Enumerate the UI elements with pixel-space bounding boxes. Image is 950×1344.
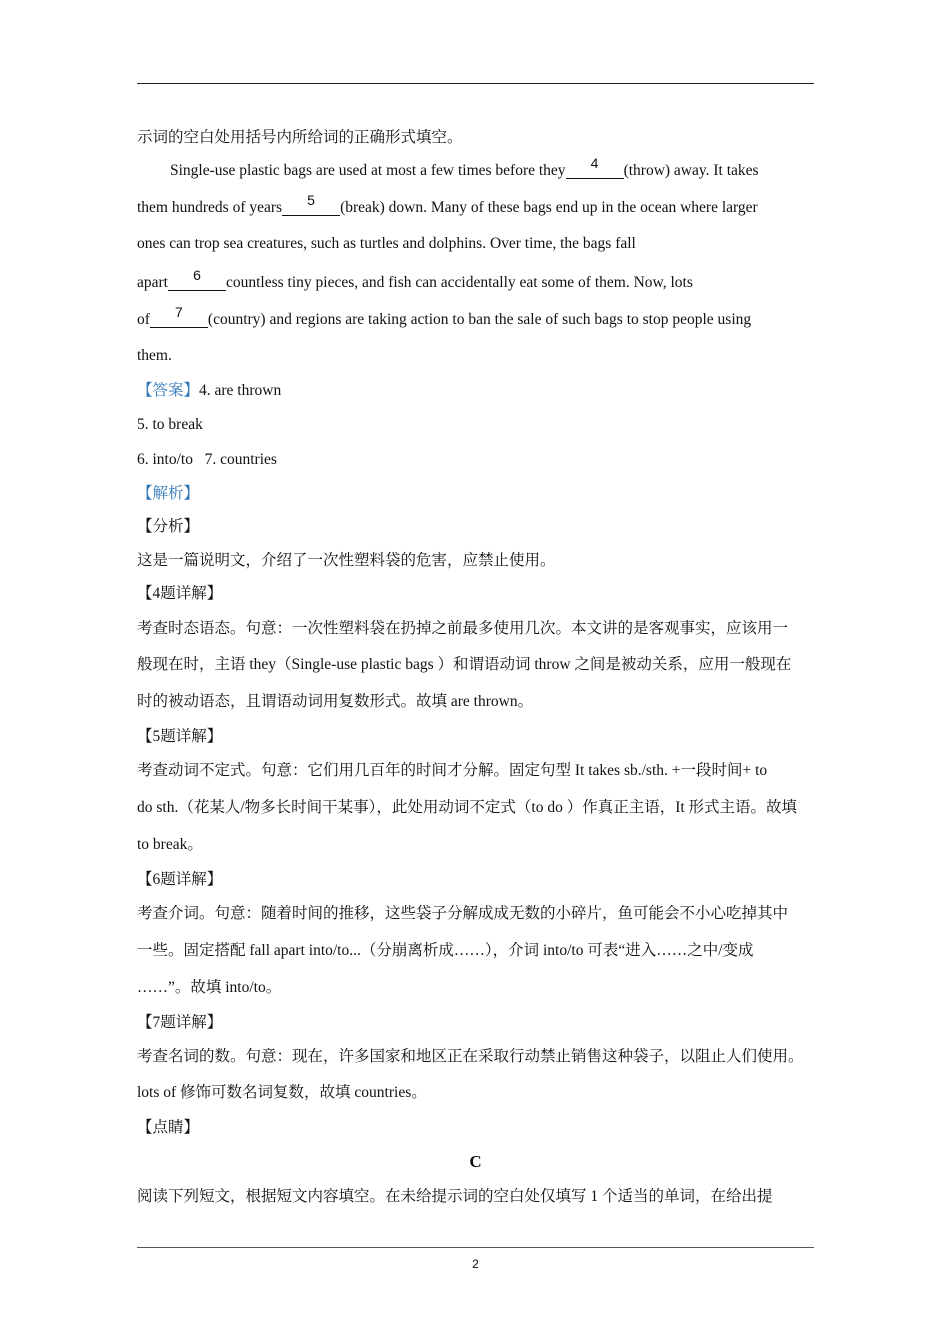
passage-line-4: apart 6 countless tiny pieces, and fish can accidentally eat some of them. Now, lots xyxy=(137,267,693,291)
passage-line-6: them. xyxy=(137,347,172,364)
instruction-line: 示词的空白处用括号内所给词的正确形式填空。 xyxy=(137,129,463,146)
passage-line-1: Single-use plastic bags are used at most a few times before they 4 (throw) away. It takes xyxy=(170,155,759,179)
passage-line-5: of 7 (country) and regions are taking action to ban the sale of such bags to stop people using xyxy=(137,304,752,328)
blank-7: 7 xyxy=(150,309,208,328)
q4-line-3: 时的被动语态，且谓语动词用复数形式。故填 are thrown。 xyxy=(137,693,534,710)
answer-4: 4. are thrown xyxy=(199,382,282,399)
q7-line-1: 考查名词的数。句意：现在，许多国家和地区正在采取行动禁止销售这种袋子，以阻止人们使用。 xyxy=(137,1048,804,1065)
analysis-tag: 【解析】 xyxy=(137,485,200,502)
blank-5: 5 xyxy=(282,197,340,216)
dianjing-tag: 【点睛】 xyxy=(137,1119,200,1136)
q4-line-2: 般现在时，主语 they（Single-use plastic bags ）和谓语动词 throw 之间是被动关系，应用一般现在 xyxy=(137,656,792,673)
fenxi-text: 这是一篇说明文，介绍了一次性塑料袋的危害，应禁止使用。 xyxy=(137,552,556,569)
blank-6: 6 xyxy=(168,272,226,291)
answer-line xyxy=(137,381,817,401)
q6-line-1: 考查介词。句意：随着时间的推移，这些袋子分解成成无数的小碎片，鱼可能会不小心吃掉其中 xyxy=(137,905,789,922)
section-c-title: C xyxy=(469,1152,482,1171)
header-rule xyxy=(137,83,814,84)
answer-line-6-7 xyxy=(137,450,817,470)
q4-line-1: 考查时态语态。句意：一次性塑料袋在扔掉之前最多使用几次。本文讲的是客观事实，应该用一 xyxy=(137,620,789,637)
answer-6: 6. into/to xyxy=(137,451,193,468)
answer-5: 5. to break xyxy=(137,416,203,433)
q5-line-3: to break。 xyxy=(137,836,203,853)
q5-tag: 【5题详解】 xyxy=(137,728,223,745)
q6-line-2: 一些。固定搭配 fall apart into/to...（分崩离析成……），介词 into/to 可表“进入……之中/变成 xyxy=(137,942,754,959)
q7-line-2: lots of 修饰可数名词复数，故填 countries。 xyxy=(137,1084,427,1101)
passage-line-2: them hundreds of years 5 (break) down. Many of these bags end up in the ocean where larger xyxy=(137,192,758,216)
section-c-intro: 阅读下列短文，根据短文内容填空。在未给提示词的空白处仅填写 1 个适当的单词，在给出提 xyxy=(137,1188,773,1205)
q4-tag: 【4题详解】 xyxy=(137,585,223,602)
answer-tag: 【答案】 xyxy=(137,382,200,399)
blank-4: 4 xyxy=(566,160,624,179)
answer-7: 7. countries xyxy=(204,451,277,468)
q7-tag: 【7题详解】 xyxy=(137,1014,223,1031)
footer-rule xyxy=(137,1247,814,1248)
page-number: 2 xyxy=(472,1257,479,1271)
q6-tag: 【6题详解】 xyxy=(137,871,223,888)
passage-line-3: ones can trop sea creatures, such as turtles and dolphins. Over time, the bags fall xyxy=(137,235,636,252)
fenxi-tag: 【分析】 xyxy=(137,518,200,535)
q6-line-3: ……”。故填 into/to。 xyxy=(137,979,282,996)
q5-line-1: 考查动词不定式。句意：它们用几百年的时间才分解。固定句型 It takes sb./sth. +一段时间+ to xyxy=(137,762,768,779)
q5-line-2: do sth.（花某人/物多长时间干某事），此处用动词不定式（to do ）作真正主语，It 形式主语。故填 xyxy=(137,799,798,816)
